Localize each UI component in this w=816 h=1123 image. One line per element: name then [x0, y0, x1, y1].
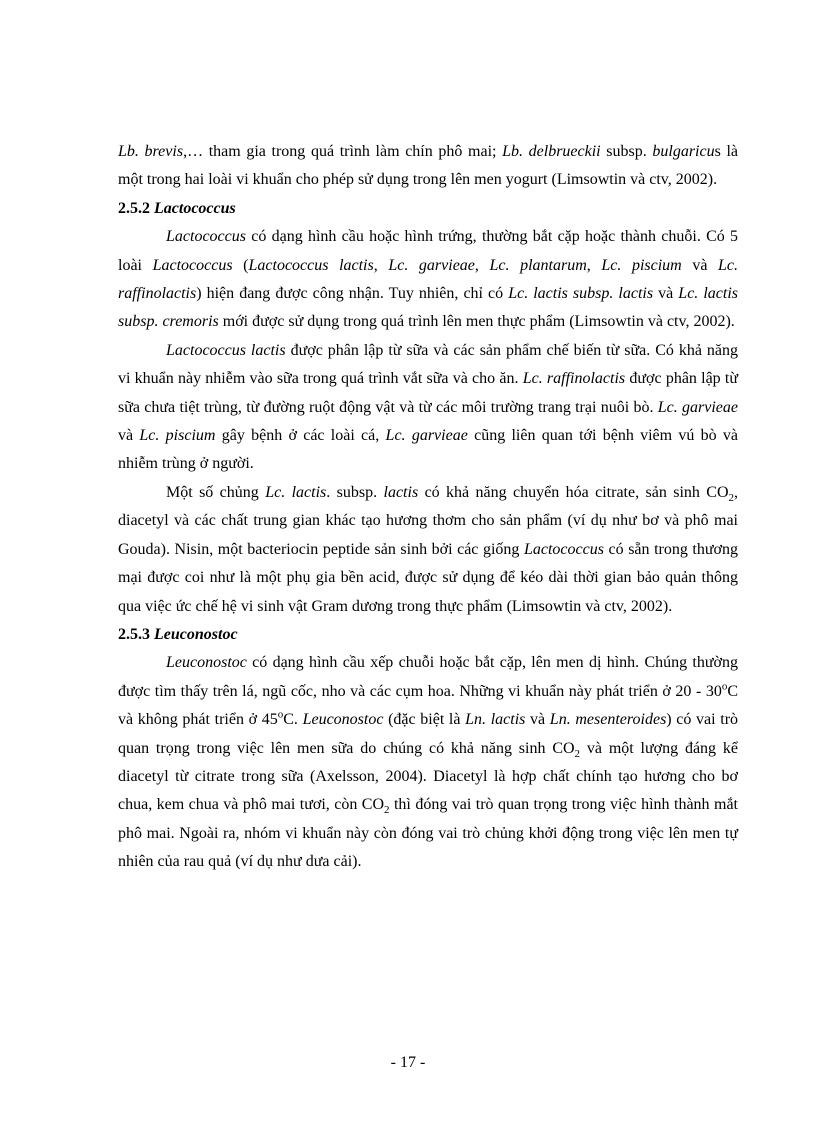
page-number: - 17 -	[390, 1054, 426, 1071]
document-page	[118, 138, 738, 877]
paragraph-leuconostoc-1: Leuconostoc có dạng hình cầu xếp chuỗi hoặc bắt cặp, lên men dị hình. Chúng thường được tìm thấy trên lá, ngũ cốc, nho và các cụm hoa. Những vi khuẩn này phát triển ở 20 - 30$^o$C và không phát triển ở 45$^o$C. Leuconostoc (đặc biệt là Ln. lactis và Ln. mesenteroides) có vai trò quan trọng trong việc lên men sữa do chúng có khả năng $\sinh CO_2$ và một lượng đáng kể diacetyl từ citrate trong sữa (Axelsson, 2004). Diacetyl là hợp chất chính tạo hương cho bơ chua, kem chua và phô mai tươi, còn $CO_2$ thì đóng vai trò quan trọng trong việc hình thành mắt phô mai. Ngoài ra, nhóm vi khuẩn này còn đóng vai trò chủng khởi động trong việc lên men tự nhiên của rau quả (ví dụ như dưa cải).	[118, 654, 739, 871]
section-heading-leuconostoc: 2.5.3 Leuconostoc	[118, 625, 238, 643]
paragraph-lactococcus-1: Lactococcus có dạng hình cầu hoặc hình trứng, thường bắt cặp hoặc thành chuỗi. Có 5 loài Lactococcus (Lactococcus lactis, Lc. garvieae, Lc. plantarum, Lc. piscium và Lc. raffinolactis) hiện đang được công nhận. Tuy nhiên, chỉ có Lc. lactis subsp. lactis và Lc. lactis subsp. cremoris mới được sử dụng trong quá trình lên men thực phẩm (Limsowtin và ctv, 2002).	[118, 228, 739, 331]
paragraph-intro: Lb. brevis,… tham gia trong quá trình làm chín phô mai; Lb. delbrueckii subsp. bulgaricus là một trong hai loài vi khuẩn cho phép sử dụng trong lên men yogurt (Limsowtin và ctv, 2002).	[118, 143, 739, 189]
paragraph-lactococcus-2: Lactococcus lactis được phân lập từ sữa và các sản phẩm chế biến từ sữa. Có khả năng vi khuẩn này nhiễm vào sữa trong quá trình vắt sữa và cho ăn. Lc. raffinolactis được phân lập từ sữa chưa tiệt trùng, từ đường ruột động vật và từ các môi trường trang trại nuôi bò. Lc. garvieae và Lc. piscium gây bệnh ở các loài cá, Lc. garvieae cũng liên quan tới bệnh viêm vú bò và nhiễm trùng ở người.	[118, 341, 739, 473]
paragraph-lactococcus-3: Một số chủng Lc. lactis. subsp. lactis có khả năng chuyển hóa citrate, sản $\sinh CO_2$, diacetyl và các chất trung gian khác tạo hương thơm cho sản phẩm (ví dụ như bơ và phô mai Gouda). Nisin, một bacteriocin peptide sản sinh bởi các giống Lactococcus có sẵn trong thương mại được coi như là một phụ gia bền acid, được sử dụng để kéo dài thời gian bảo quản thông qua việc ức chế hệ vi sinh vật Gram dương trong thực phẩm (Limsowtin và ctv, 2002).	[118, 483, 739, 615]
section-heading-lactococcus: 2.5.2 Lactococcus	[118, 199, 236, 217]
